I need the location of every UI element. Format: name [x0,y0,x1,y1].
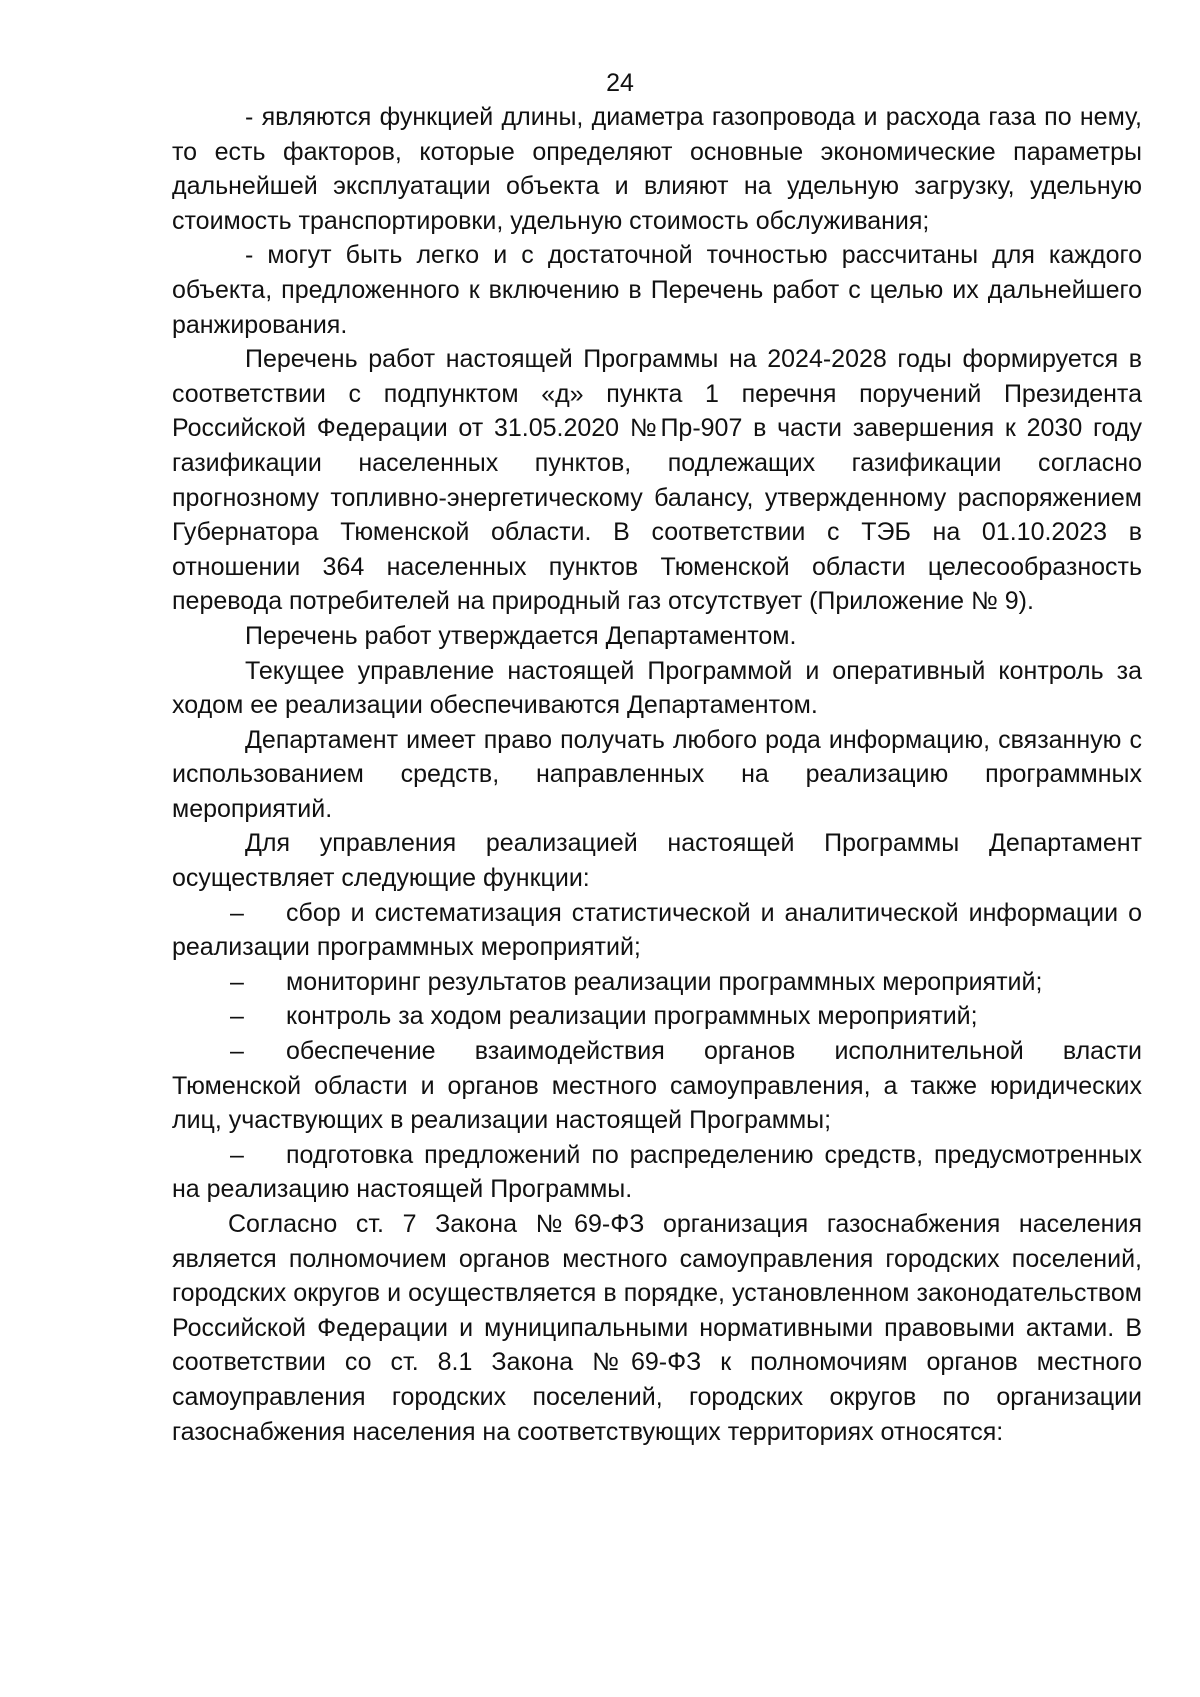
list-dash: – [230,898,244,927]
list-item [172,1138,1142,1207]
paragraph: - являются функцией длины, диаметра газопровода и расхода газа по нему, то есть факторов, которые определяют основные экономические параметры дальнейшей эксплуатации объекта и влияют на удельную загрузку, удельную стоимость транспортировки, удельную стоимость обслуживания; [172,103,1142,235]
list-dash: – [230,1037,244,1066]
list-item-text: мониторинг результатов реализации программных мероприятий; [286,967,1043,996]
paragraph: - могут быть легко и с достаточной точностью рассчитаны для каждого объекта, предложенного к включению в Перечень работ с целью их дальнейшего ранжирования. [172,241,1142,339]
list-dash: – [230,967,244,996]
list-item [172,1034,1142,1138]
paragraph: Для управления реализацией настоящей Программы Департамент осуществляет следующие функции: [172,829,1142,893]
paragraph: Департамент имеет право получать любого рода информацию, связанную с использованием средств, направленных на реализацию программных мероприятий. [172,725,1142,823]
list-dash: – [230,1002,244,1031]
paragraph: Согласно ст. 7 Закона №69-ФЗ организация газоснабжения населения является полномочием органов местного самоуправления городских поселений, городских округов и осуществляется в порядке, установленном законодательством Российской Федерации и муниципальными нормативными правовыми актами. В соответствии со ст. 8.1 Закона №69-ФЗ к полномочиям органов местного самоуправления городских поселений, городских округов по организации газоснабжения населения на соответствующих территориях относятся: [172,1210,1142,1446]
list-item-text: подготовка предложений по распределению средств, предусмотренных на реализацию настоящей Программы. [172,1140,1142,1204]
list-item [172,896,1142,965]
list-item [172,999,1142,1034]
list-item-text: сбор и систематизация статистической и аналитической информации о реализации программных мероприятий; [172,898,1142,962]
list-dash: – [230,1140,244,1169]
list-item [172,965,1142,1000]
list-item-text: контроль за ходом реализации программных мероприятий; [286,1002,978,1031]
page-number: 24 [606,69,634,97]
document-body [172,100,1142,1449]
paragraph: Перечень работ настоящей Программы на 2024-2028 годы формируется в соответствии с подпунктом «д» пункта 1 перечня поручений Президента Российской Федерации от 31.05.2020 №Пр-907 в части завершения к 2030 году газификации населенных пунктов, подлежащих газификации согласно прогнозному топливно-энергетическому балансу, утвержденному распоряжением Губернатора Тюменской области. В соответствии с ТЭБ на 01.10.2023 в отношении 364 населенных пунктов Тюменской области целесообразность перевода потребителей на природный газ отсутствует (Приложение № 9). [172,345,1142,616]
paragraph: Перечень работ утверждается Департаментом. [245,621,797,650]
list-item-text: обеспечение взаимодействия органов исполнительной власти Тюменской области и органов местного самоуправления, а также юридических лиц, участвующих в реализации настоящей Программы; [172,1037,1142,1135]
paragraph: Текущее управление настоящей Программой и оперативный контроль за ходом ее реализации обеспечиваются Департаментом. [172,656,1142,720]
